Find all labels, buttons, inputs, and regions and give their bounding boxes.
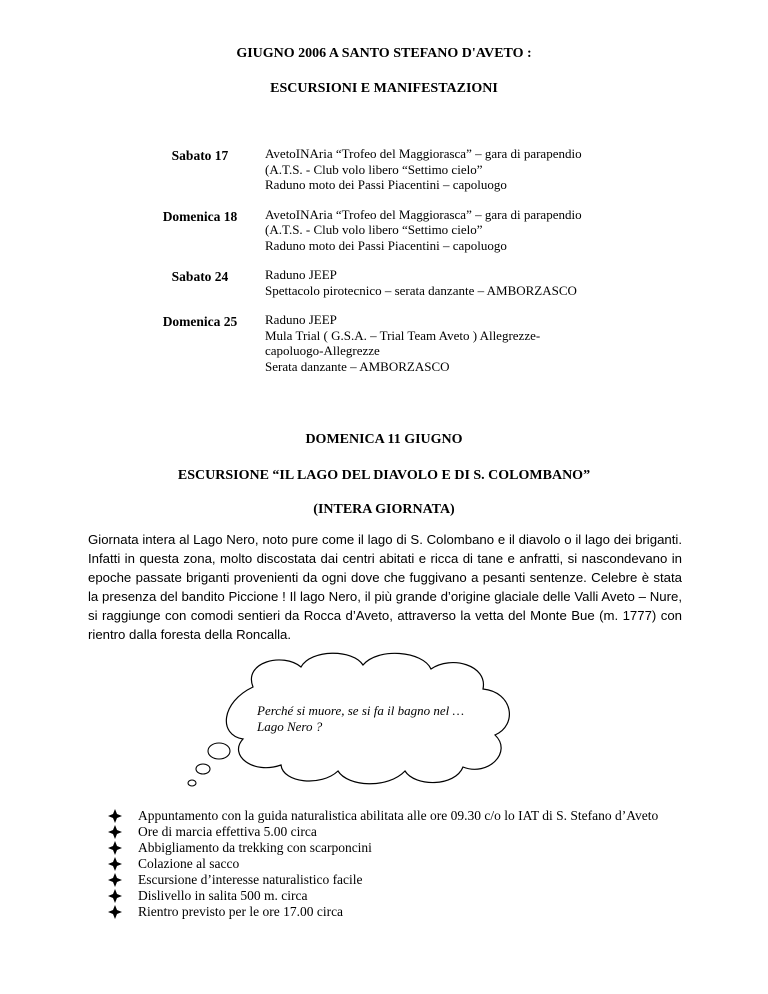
schedule-day: Domenica 18 bbox=[162, 208, 238, 224]
schedule-events bbox=[265, 312, 655, 374]
list-item bbox=[108, 824, 678, 840]
document-subtitle: ESCURSIONI E MANIFESTAZIONI bbox=[270, 81, 498, 96]
schedule-day: Sabato 17 bbox=[171, 148, 229, 163]
list-item bbox=[108, 840, 678, 856]
excursion-duration: (INTERA GIORNATA) bbox=[313, 502, 455, 517]
list-item bbox=[108, 904, 678, 920]
list-item-text: Rientro previsto per le ore 17.00 circa bbox=[138, 904, 344, 919]
schedule-event: (A.T.S. - Club volo libero “Settimo cielo” bbox=[265, 161, 483, 177]
diamond-bullet-icon bbox=[108, 809, 122, 823]
schedule-event: Raduno moto dei Passi Piacentini – capoluogo bbox=[265, 237, 507, 253]
schedule-event: Raduno JEEP bbox=[265, 312, 337, 327]
excursion-details-list bbox=[108, 808, 678, 920]
list-item-text: Dislivello in salita 500 m. circa bbox=[138, 888, 308, 903]
excursion-date-heading: DOMENICA 11 GIUGNO bbox=[305, 432, 463, 447]
schedule-event: Mula Trial ( G.S.A. – Trial Team Aveto ) Allegrezze-capoluogo-Allegrezze bbox=[265, 327, 541, 358]
diamond-bullet-icon bbox=[108, 889, 122, 903]
schedule-event: (A.T.S. - Club volo libero “Settimo cielo” bbox=[265, 222, 483, 237]
schedule-row bbox=[135, 146, 655, 193]
schedule-event: Raduno moto dei Passi Piacentini – capoluogo bbox=[265, 177, 507, 192]
schedule-row bbox=[135, 312, 655, 374]
schedule-events bbox=[265, 146, 655, 193]
list-item bbox=[108, 888, 678, 904]
schedule-row bbox=[135, 207, 655, 254]
list-item bbox=[108, 808, 678, 824]
thought-bubble bbox=[183, 647, 543, 795]
excursion-description: Giornata intera al Lago Nero, noto pure come il lago di S. Colombano e il diavolo o il lago dei briganti. Infatti in questa zona, molto discostata dai centri abitati e ricca di tane e anfratti, si nascondevano in epoche passate briganti provenienti da ogni dove che fuggivano a pesanti sentenze. Celebre è stata la presenza del bandito Piccione ! Il lago Nero, il più grande d’origine glaciale delle Valli Aveto – Nure, si raggiunge con comodi sentieri da Rocca d’Aveto, attraverso la vetta del Monte Bue (m. 1777) con rientro dalla foresta della Roncalla. bbox=[88, 532, 682, 642]
list-item-text: Colazione al sacco bbox=[138, 856, 240, 871]
events-schedule bbox=[135, 146, 655, 388]
schedule-event: AvetoINAria “Trofeo del Maggiorasca” – gara di parapendio bbox=[265, 146, 582, 161]
schedule-row bbox=[135, 267, 655, 298]
schedule-events bbox=[265, 267, 655, 298]
list-item bbox=[108, 856, 678, 872]
thought-bubble-text: Perché si muore, se si fa il bagno nel … Lago Nero ? bbox=[257, 703, 465, 734]
diamond-bullet-icon bbox=[108, 825, 122, 839]
diamond-bullet-icon bbox=[108, 873, 122, 887]
list-item bbox=[108, 872, 678, 888]
schedule-event: AvetoINAria “Trofeo del Maggiorasca” – gara di parapendio bbox=[265, 206, 582, 222]
schedule-event: Serata danzante – AMBORZASCO bbox=[265, 358, 450, 374]
schedule-event: Spettacolo pirotecnico – serata danzante – AMBORZASCO bbox=[265, 282, 577, 298]
schedule-events bbox=[265, 207, 655, 254]
schedule-day: Sabato 24 bbox=[171, 269, 229, 284]
diamond-bullet-icon bbox=[108, 857, 122, 871]
excursion-title: ESCURSIONE “IL LAGO DEL DIAVOLO E DI S. COLOMBANO” bbox=[177, 468, 591, 483]
list-item-text: Abbigliamento da trekking con scarponcini bbox=[138, 840, 372, 855]
list-item-text: Appuntamento con la guida naturalistica abilitata alle ore 09.30 c/o lo IAT di S. Stefano d’Aveto bbox=[138, 808, 659, 823]
schedule-event: Raduno JEEP bbox=[265, 267, 337, 282]
list-item-text: Ore di marcia effettiva 5.00 circa bbox=[138, 824, 317, 839]
diamond-bullet-icon bbox=[108, 905, 122, 919]
document-title: GIUGNO 2006 A SANTO STEFANO D'AVETO : bbox=[236, 46, 532, 61]
list-item-text: Escursione d’interesse naturalistico facile bbox=[138, 872, 363, 887]
schedule-day: Domenica 25 bbox=[162, 314, 238, 329]
diamond-bullet-icon bbox=[108, 841, 122, 855]
